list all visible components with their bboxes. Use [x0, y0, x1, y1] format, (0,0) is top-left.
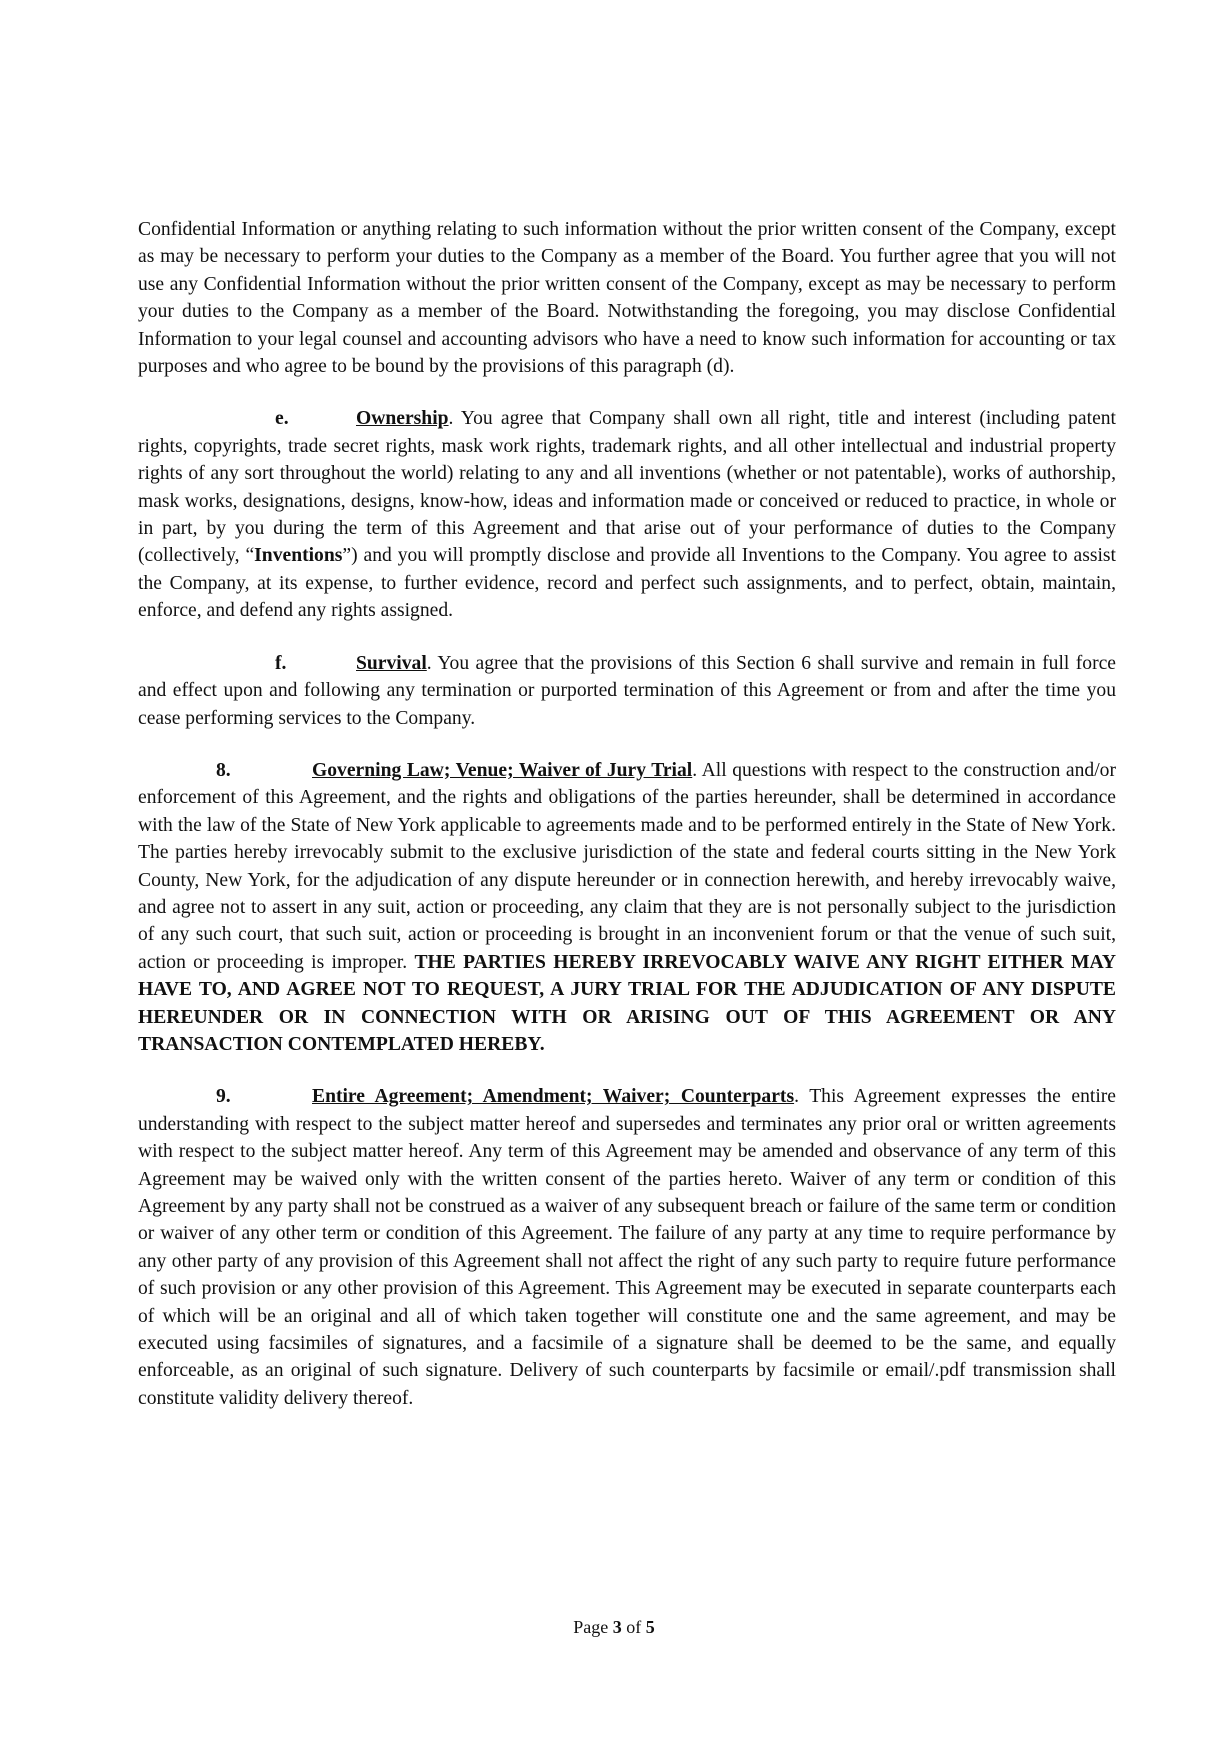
jury-waiver-caps: THE PARTIES HEREBY IRREVOCABLY WAIVE ANY RIGHT EITHER MAY HAVE TO, AND AGREE NOT TO REQUEST, A JURY TRIAL FOR THE ADJUDICATION OF ANY DISPUTE HEREUNDER OR IN CONNECTION WITH OR ARISING OUT OF THIS AGREEMENT OR ANY TRANSACTION CONTEMPLATED HEREBY. [138, 951, 1116, 1055]
page-total: 5 [645, 1617, 655, 1637]
section-e-ownership [138, 405, 1116, 624]
section-heading: Governing Law; Venue; Waiver of Jury Trial [312, 759, 693, 781]
paragraph-text: Confidential Information or anything relating to such information without the prior written consent of the Company, except as may be necessary to perform your duties to the Company as a member of the Board. You further agree that you will not use any Confidential Information without the prior written consent of the Company, except as may be necessary to perform your duties to the Company as a member of the Board. Notwithstanding the foregoing, you may disclose Confidential Information to your legal counsel and accounting advisors who have a need to know such information for accounting or tax purposes and who agree to be bound by the provisions of this paragraph (d). [138, 219, 1116, 378]
section-heading: Ownership [356, 408, 449, 430]
section-text: . You agree that Company shall own all right, title and interest (including patent rights, copyrights, trade secret rights, mask work rights, trademark rights, and all other intellectual and industrial property rights of any sort throughout the world) relating to any and all inventions (whether or not patentable), works of authorship, mask works, designations, designs, know-how, ideas and information made or conceived or reduced to practice, in whole or in part, by you during the term of this Agreement and that arise out of your performance of duties to the Company (collectively, “ [138, 408, 1116, 567]
section-number: 8. [216, 759, 231, 781]
section-number: 9. [216, 1086, 231, 1108]
section-f-survival [138, 650, 1116, 732]
section-8-governing-law [138, 757, 1116, 1058]
section-number: e. [275, 408, 289, 430]
section-text: ”) and you will promptly disclose and provide all Inventions to the Company. You agree to assist the Company, at its expense, to further evidence, record and perfect such assignments, and to perfect, obtain, maintain, enforce, and defend any rights assigned. [138, 545, 1116, 622]
paragraph-continuation [138, 216, 1116, 380]
page-current: 3 [612, 1617, 622, 1637]
section-text: . This Agreement expresses the entire understanding with respect to the subject matter hereof and supersedes and terminates any prior oral or written agreements with respect to the subject matter hereof. Any term of this Agreement may be amended and observance of any term of this Agreement may be waived only with the written consent of the parties hereto. Waiver of any term or condition of this Agreement by any party shall not be construed as a waiver of any subsequent breach or failure of the same term or condition or waiver of any other term or condition of this Agreement. The failure of any party at any time to require performance by any other party of any provision of this Agreement shall not affect the right of any such party to require future performance of such provision or any other provision of this Agreement. This Agreement may be executed in separate counterparts each of which will be an original and all of which taken together will constitute one and the same agreement, and may be executed using facsimiles of signatures, and a facsimile of a signature shall be deemed to be the same, and equally enforceable, as an original of such signature. Delivery of such counterparts by facsimile or email/.pdf transmission shall constitute validity delivery thereof. [138, 1086, 1116, 1409]
section-number: f. [275, 652, 287, 674]
section-text: . You agree that the provisions of this Section 6 shall survive and remain in full force and effect upon and following any termination or purported termination of this Agreement or from and after the time you cease performing services to the Company. [138, 652, 1116, 729]
section-heading: Survival [356, 652, 427, 674]
page-separator: of [621, 1617, 646, 1637]
page-label: Page [573, 1617, 613, 1637]
section-text: . All questions with respect to the construction and/or enforcement of this Agreement, and the rights and obligations of the parties hereunder, shall be determined in accordance with the law of the State of New York applicable to agreements made and to be performed entirely in the State of New York. The parties hereby irrevocably submit to the exclusive jurisdiction of the state and federal courts sitting in the New York County, New York, for the adjudication of any dispute hereunder or in connection herewith, and hereby irrevocably waive, and agree not to assert in any suit, action or proceeding, any claim that they are is not personally subject to the jurisdiction of any such court, that such suit, action or proceeding is brought in an inconvenient forum or that the venue of such suit, action or proceeding is improper. [138, 759, 1116, 973]
defined-term: Inventions [254, 545, 343, 567]
document-body [138, 216, 1116, 1437]
section-9-entire-agreement [138, 1083, 1116, 1412]
section-heading: Entire Agreement; Amendment; Waiver; Counterparts [312, 1086, 795, 1108]
page-footer [0, 1617, 1228, 1638]
